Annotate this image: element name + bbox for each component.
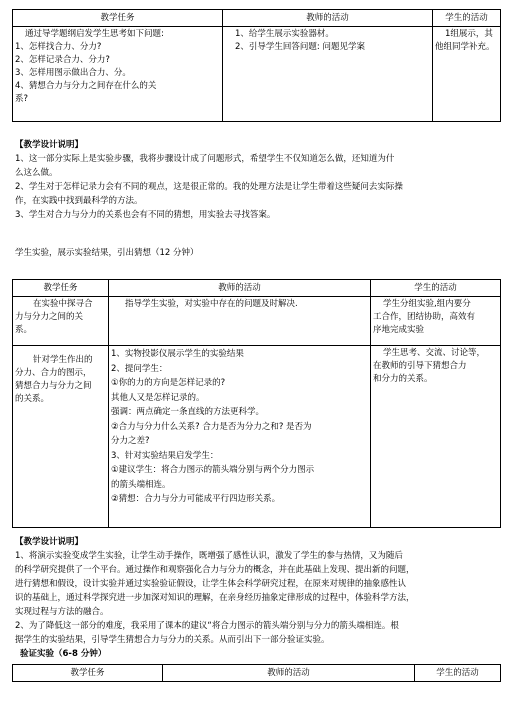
design-note-1 bbox=[15, 138, 505, 222]
table2-row1-task bbox=[13, 297, 109, 346]
table1-header-student: 学生的活动 bbox=[433, 10, 501, 27]
table1-task-line: 系? bbox=[15, 94, 29, 104]
table2-row2-student-line: 学生思考、交流、讨论等， bbox=[383, 348, 486, 358]
table2-row1-student-line: 序地完成实验 bbox=[373, 325, 425, 335]
table2-header-teacher: 教师的活动 bbox=[109, 280, 371, 297]
table2-row2-task bbox=[13, 346, 109, 528]
table2-header-student: 学生的活动 bbox=[371, 280, 501, 297]
table-1 bbox=[12, 9, 501, 122]
table2-row1-student-line: 学生分组实验,组内要分 bbox=[383, 299, 471, 309]
table2-row1-task-line: 力与分力之间的关 bbox=[15, 312, 84, 322]
design-note-2 bbox=[15, 535, 507, 647]
table2-row2-teacher-line: 强调：两点确定一条直线的方法更科学。 bbox=[111, 407, 265, 417]
table2-row2-teacher-line: ②猜想：合力与分力可能成平行四边形关系。 bbox=[111, 494, 281, 504]
table2-row2-teacher bbox=[109, 346, 371, 528]
table1-task-line: 通过导学题纲启发学生思考如下问题: bbox=[25, 29, 164, 39]
table-2 bbox=[12, 279, 501, 528]
table2-row1-task-line: 系。 bbox=[15, 325, 33, 335]
design-note-line: 1、将演示实验变成学生实验，让学生动手操作，既增强了感性认识，激发了学生的参与热情，又为随后 bbox=[15, 551, 403, 561]
table3-header-student: 学生的活动 bbox=[415, 665, 501, 682]
table1-cell-task bbox=[13, 27, 223, 122]
table2-row2-teacher-line: ①建议学生：将合力图示的箭头端分别与两个分力图示 bbox=[111, 465, 315, 475]
design-note-title: 【教学设计说明】 bbox=[15, 140, 84, 150]
table1-task-line: 4、猜想合力与分力之间存在什么的关 bbox=[15, 81, 157, 91]
table2-row1-student-line: 工合作，团结协助，高效有 bbox=[373, 312, 476, 322]
table-3 bbox=[12, 664, 501, 682]
design-note-line: 2、为了降低这一部分的难度，我采用了课本的建议“将合力图示的箭头端分别与分力的箭头端相连。根 bbox=[15, 621, 399, 631]
table1-task-line: 2、怎样记录合力、分力? bbox=[15, 55, 110, 65]
table1-cell-teacher bbox=[223, 27, 433, 122]
table1-teacher-line: 1、给学生展示实验器材。 bbox=[235, 29, 334, 39]
table2-row2-student-line: 在教师的引导下猜想合力 bbox=[373, 361, 467, 371]
design-note-line: 2、学生对于怎样记录力会有不同的观点，这是很正常的。我的处理方法是让学生带着这些疑问去实际操 bbox=[15, 182, 403, 192]
design-note-line: 进行猜想和假设，设计实验并通过实验验证假设，让学生体会科学研究过程，在原来对规律的抽象感性认 bbox=[15, 579, 407, 589]
table2-row2-teacher-line: 分力之差? bbox=[111, 436, 150, 446]
section-title-verification: 验证实验（6-8 分钟） bbox=[20, 649, 107, 659]
table2-row1-student bbox=[371, 297, 501, 346]
design-note-line: 么这么做。 bbox=[15, 168, 58, 178]
design-note-title: 【教学设计说明】 bbox=[15, 537, 84, 547]
table2-row2-student-line: 和分力的关系。 bbox=[373, 374, 433, 384]
table3-header-task: 教学任务 bbox=[13, 665, 163, 682]
design-note-line: 3、学生对合力与分力的关系也会有不同的猜想，用实验去寻找答案。 bbox=[15, 210, 276, 220]
table1-header-teacher: 教师的活动 bbox=[223, 10, 433, 27]
table1-task-line: 1、怎样找合力、分力? bbox=[15, 42, 102, 52]
table2-row2-student bbox=[371, 346, 501, 528]
table2-row2-teacher-line: 1、实物投影仪展示学生的实验结果 bbox=[111, 349, 244, 359]
table1-student-line: 1组展示，其 bbox=[445, 29, 493, 39]
table2-row1-task-line: 在实验中探寻合 bbox=[33, 299, 93, 309]
design-note-line: 1、这一部分实际上是实验步骤，我将步骤设计成了问题形式，希望学生不仅知道怎么做，还知道为什 bbox=[15, 154, 395, 164]
table2-row2-teacher-line: 的箭头端相连。 bbox=[111, 479, 171, 490]
table2-row2-teacher-line: ②合力与分力什么关系? 合力是否为分力之和? 是否为 bbox=[111, 421, 312, 432]
table1-cell-student bbox=[433, 27, 501, 122]
design-note-line: 的科学研究提供了一个平台。通过操作和观察强化合力与分力的概念，并在此基础上发现、提出新的问题， bbox=[15, 565, 415, 575]
table2-row2-task-line: 的关系。 bbox=[15, 394, 50, 404]
table2-header-task: 教学任务 bbox=[13, 280, 109, 297]
table2-row2-teacher-line: ①你的力的方向是怎样记录的? bbox=[111, 378, 226, 388]
design-note-line: 实现过程与方法的融合。 bbox=[15, 607, 109, 617]
table2-row2-task-line: 分力、合力的图示， bbox=[15, 368, 92, 378]
table2-row2-teacher-line: 其他人又是怎样记录的。 bbox=[111, 392, 205, 403]
table2-row2-teacher-line: 2、提问学生： bbox=[111, 363, 168, 374]
table2-row2-task-line: 猜想合力与分力之间 bbox=[15, 381, 92, 391]
design-note-line: 识的基础上，通过科学探究进一步加深对知识的理解，在亲身经历抽象定律形成的过程中，体验科学方法， bbox=[15, 593, 415, 603]
table1-teacher-line: 2、引导学生回答问题: 问题见学案 bbox=[235, 42, 365, 52]
section-title-experiment: 学生实验，展示实验结果，引出猜想（12 分钟） bbox=[15, 248, 199, 258]
table2-row2-teacher-line: 3、针对实验结果启发学生： bbox=[111, 450, 219, 461]
table1-student-line: 他组同学补充。 bbox=[435, 42, 495, 52]
table2-row1-teacher bbox=[109, 297, 371, 346]
table1-header-task: 教学任务 bbox=[13, 10, 223, 27]
table3-header-teacher: 教师的活动 bbox=[163, 665, 415, 682]
table2-row2-task-line: 针对学生作出的 bbox=[33, 355, 93, 365]
table1-task-line: 3、怎样用图示做出合力、分。 bbox=[15, 68, 131, 78]
table2-row1-teacher-line: 指导学生实验，对实验中存在的问题及时解决. bbox=[125, 299, 298, 309]
design-note-line: 作，在实践中找到最科学的方法。 bbox=[15, 196, 143, 206]
design-note-line: 据学生的实验结果，引导学生猜想合力与分力的关系。从而引出下一部分验证实验。 bbox=[15, 635, 330, 645]
